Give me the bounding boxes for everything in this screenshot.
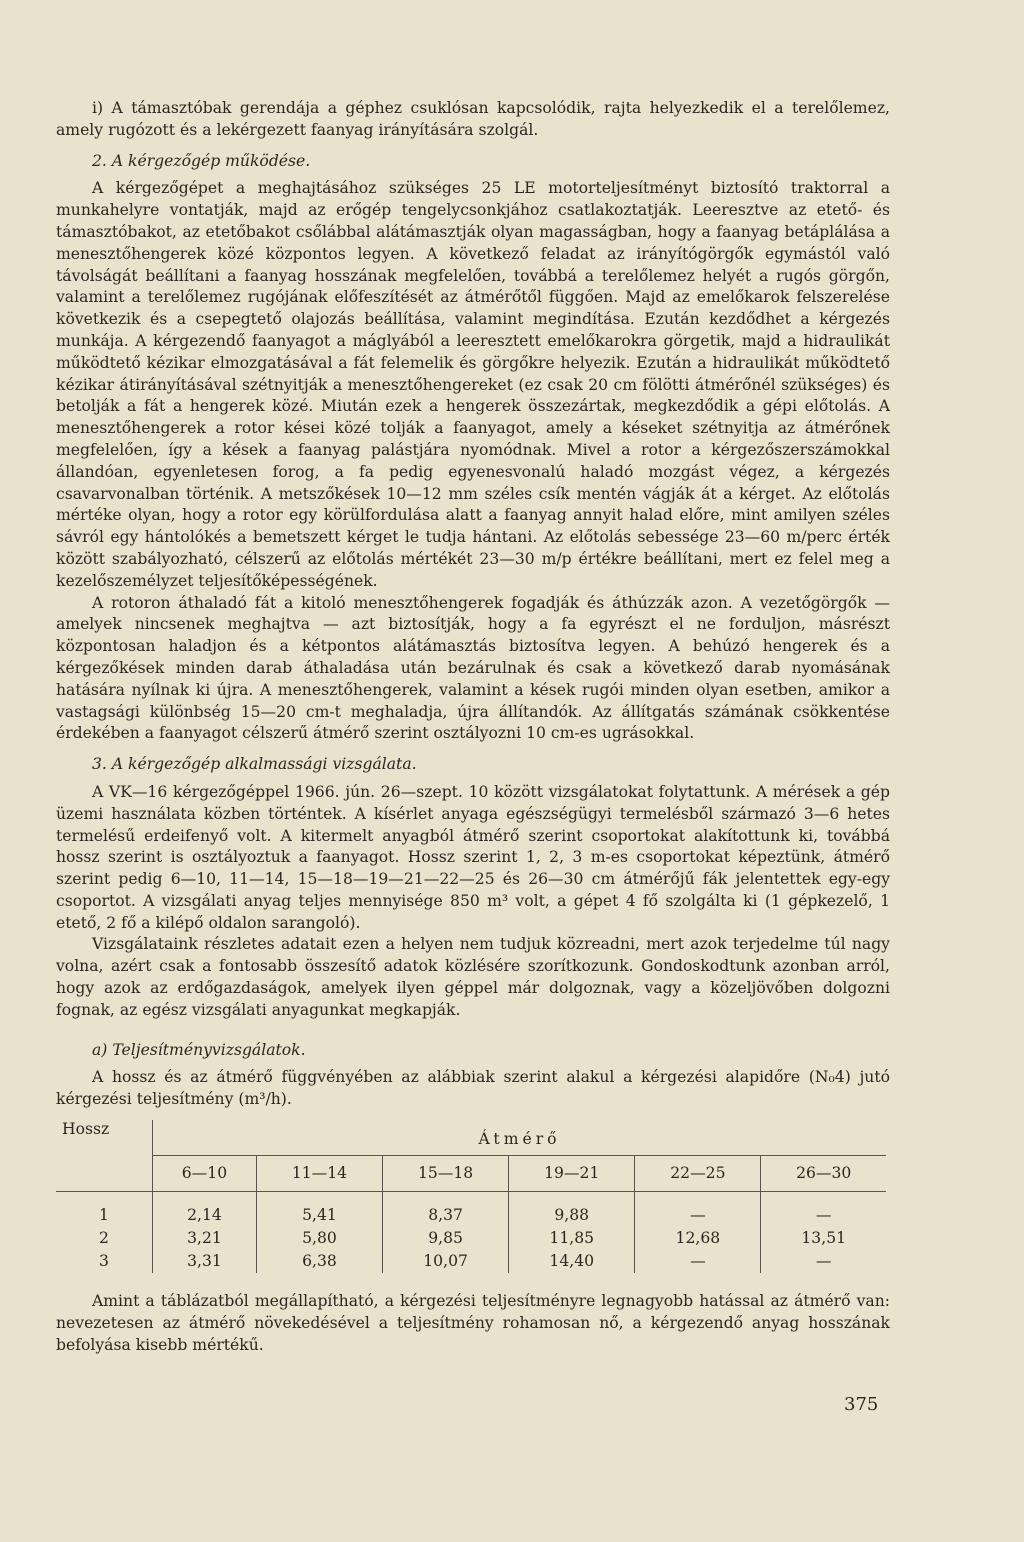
table-column-header: 22—25	[635, 1156, 761, 1192]
table-row	[56, 1192, 886, 1228]
paragraph-a: A hossz és az átmérő függvényében az alábbiak szerint alakul a kérgezési alapidőre (N₀4) jutó kérgezési teljesítmény (m³/h).	[56, 1068, 890, 1109]
paragraph-3b: Vizsgálataink részletes adatait ezen a helyen nem tudjuk közreadni, mert azok terjedelme túl nagy volna, azért csak a fontosabb összesítő adatok közlésére szorítkozunk. Gondoskodtunk azonban arról, hogy azok az erdőgazdaságok, amelyek ilyen géppel már dolgoznak, vagy a közeljövőben dolgozni fognak, az egész vizsgálati anyagunkat megkapják.	[56, 935, 890, 1019]
table-cell-hossz: 2	[56, 1227, 153, 1250]
table-cell: —	[635, 1250, 761, 1273]
table-cell: 9,85	[383, 1227, 509, 1250]
table-cell-hossz: 1	[56, 1192, 153, 1228]
table-cell-hossz: 3	[56, 1250, 153, 1273]
table-column-header: 11—14	[256, 1156, 382, 1192]
table-cell: —	[815, 1206, 832, 1225]
page-number: 375	[844, 1394, 879, 1415]
heading-section-2: 2. A kérgezőgép működése.	[92, 151, 311, 170]
paragraph-final: Amint a táblázatból megállapítható, a kérgezési teljesítményre legnagyobb hatással az átmérő van: nevezetesen az átmérő növekedésével a teljesítmény rohamosan nő, a kérgezendő anyag hosszának befolyása kisebb mértékű.	[56, 1292, 890, 1354]
table-column-header: 19—21	[509, 1156, 635, 1192]
paragraph-3a: A VK—16 kérgezőgéppel 1966. jún. 26—szept. 10 között vizsgálatokat folytattunk. A mérések a gép üzemi használata közben történtek. A kísérlet anyaga egészségügyi termelésből származó 3—6 hetes termelésű erdeifenyő volt. A kitermelt anyagból átmérő szerint csoportokat alakítottunk ki, továbbá hossz szerint is osztályoztuk a faanyagot. Hossz szerint 1, 2, 3 m-es csoportokat képeztünk, átmérő szerint pedig 6—10, 11—14, 15—18—19—21—22—25 és 26—30 cm átmérőjű fák jelentettek egy-egy csoportot. A vizsgálati anyag teljes mennyisége 850 m³ volt, a gépet 4 fő szolgálta ki (1 gépkezelő, 1 etető, 2 fő a kilépő oldalon sarangoló).	[56, 782, 890, 932]
table-cell: 13,51	[801, 1229, 847, 1248]
table-cell: 3,31	[153, 1250, 257, 1273]
table-cell: 3,21	[153, 1227, 257, 1250]
table-cell: —	[635, 1192, 761, 1228]
table-column-header: 6—10	[153, 1156, 257, 1192]
table-cell: 6,38	[256, 1250, 382, 1273]
table-cell: —	[815, 1252, 832, 1271]
table-cell: 5,41	[256, 1192, 382, 1228]
performance-table	[56, 1120, 886, 1273]
table-column-header: 15—18	[383, 1156, 509, 1192]
table-row	[56, 1227, 886, 1250]
table-cell: 8,37	[383, 1192, 509, 1228]
table-cell: 2,14	[153, 1192, 257, 1228]
paragraph-2a: A kérgezőgépet a meghajtásához szükséges 25 LE motorteljesítményt biztosító traktorral a munkahelyre vontatják, majd az erőgép tengelycsonkjához csatlakoztatják. Leeresztve az etető- és támasztóbakot, az etetőbakot csőlábbal alátámasztják olyan magasságban, hogy a faanyag betáplálása a menesztőhengerek közé központos legyen. A következő feladat az irányítógörgők egymástól való távolságát beállítani a faanyag hosszának megfelelően, továbbá a terelőlemez helyét a rugós görgőn, valamint a terelőlemez rugójának előfeszítését az átmérőtől függően. Majd az emelőkarok felszerelése következik és a csepegtető olajozás beállítása, valamint megindítása. Ezután kezdődhet a kérgezés munkája. A kérgezendő faanyagot a máglyából a leeresztett emelőkarokra görgetik, majd a hidraulikát működtető kézikar elmozgatásával a fát felemelik és görgőkre helyezik. Ezután a hidraulikát működtető kézikar átirányításával szétnyitják a menesztőhengereket (ez csak 20 cm fölötti átmérőnél szükséges) és betolják a fát a hengerek közé. Miután ezek a hengerek összezártak, megkezdődik a gépi előtolás. A menesztőhengerek a rotor kései közé tolják a faanyagot, amely a késeket szétnyitja az átmérőnek megfelelően, így a kések a faanyag palástjára nyomódnak. Mivel a rotor a kérgezőszerszámokkal állandóan, egyenletesen forog, a fa pedig egyenesvonalú haladó mozgást végez, a kérgezés csavarvonalban történik. A metszőkések 10—12 mm széles csík mentén vágják át a kérget. Az előtolás mértéke olyan, hogy a rotor egy körülfordulása alatt a faanyag annyit halad előre, mint amilyen széles sávról egy hántolókés a bemetszett kérget le tudja hántani. Az előtolás sebessége 23—60 m/perc érték között szabályozható, célszerű az előtolás mértékét 23—30 m/p értékre beállítani, mert ez felel meg a kezelőszemélyzet teljesítőképességének.	[56, 179, 890, 590]
table-cell: 14,40	[509, 1250, 635, 1273]
paragraph-i: i) A támasztóbak gerendája a géphez csuklósan kapcsolódik, rajta helyezkedik el a terelőlemez, amely rugózott és a lekérgezett faanyag irányítására szolgál.	[56, 99, 890, 139]
table-column-header: 26—30	[761, 1156, 886, 1192]
table-cell: 10,07	[383, 1250, 509, 1273]
table-header-atmero: Átmérő	[153, 1120, 887, 1156]
heading-section-3: 3. A kérgezőgép alkalmassági vizsgálata.	[92, 755, 417, 774]
paragraph-2b: A rotoron áthaladó fát a kitoló menesztőhengerek fogadják és áthúzzák azon. A vezetőgörgők — amelyek nincsenek meghajtva — azt biztosítják, hogy a fa egyrészt el ne forduljon, másrészt központosan haladjon és a kétpontos alátámasztás biztosítva legyen. A behúzó hengerek és a kérgezőkések minden darab áthaladása után bezárulnak és csak a következő darab nyomásának hatására nyílnak ki újra. A menesztőhengerek, valamint a kések rugói minden olyan esetben, amikor a vastagsági különbség 15—20 cm-t meghaladja, újra állítandók. Az állítgatás számának csökkentése érdekében a faanyagot célszerű átmérő szerint osztályozni 10 cm-es ugrásokkal.	[56, 593, 890, 743]
table-header-hossz: Hossz	[56, 1120, 153, 1192]
table-cell: 11,85	[509, 1227, 635, 1250]
table-cell: 12,68	[635, 1227, 761, 1250]
table-row	[56, 1250, 886, 1273]
table-cell: 5,80	[256, 1227, 382, 1250]
table-cell: 9,88	[509, 1192, 635, 1228]
heading-subsection-a: a) Teljesítményvizsgálatok.	[92, 1040, 306, 1059]
